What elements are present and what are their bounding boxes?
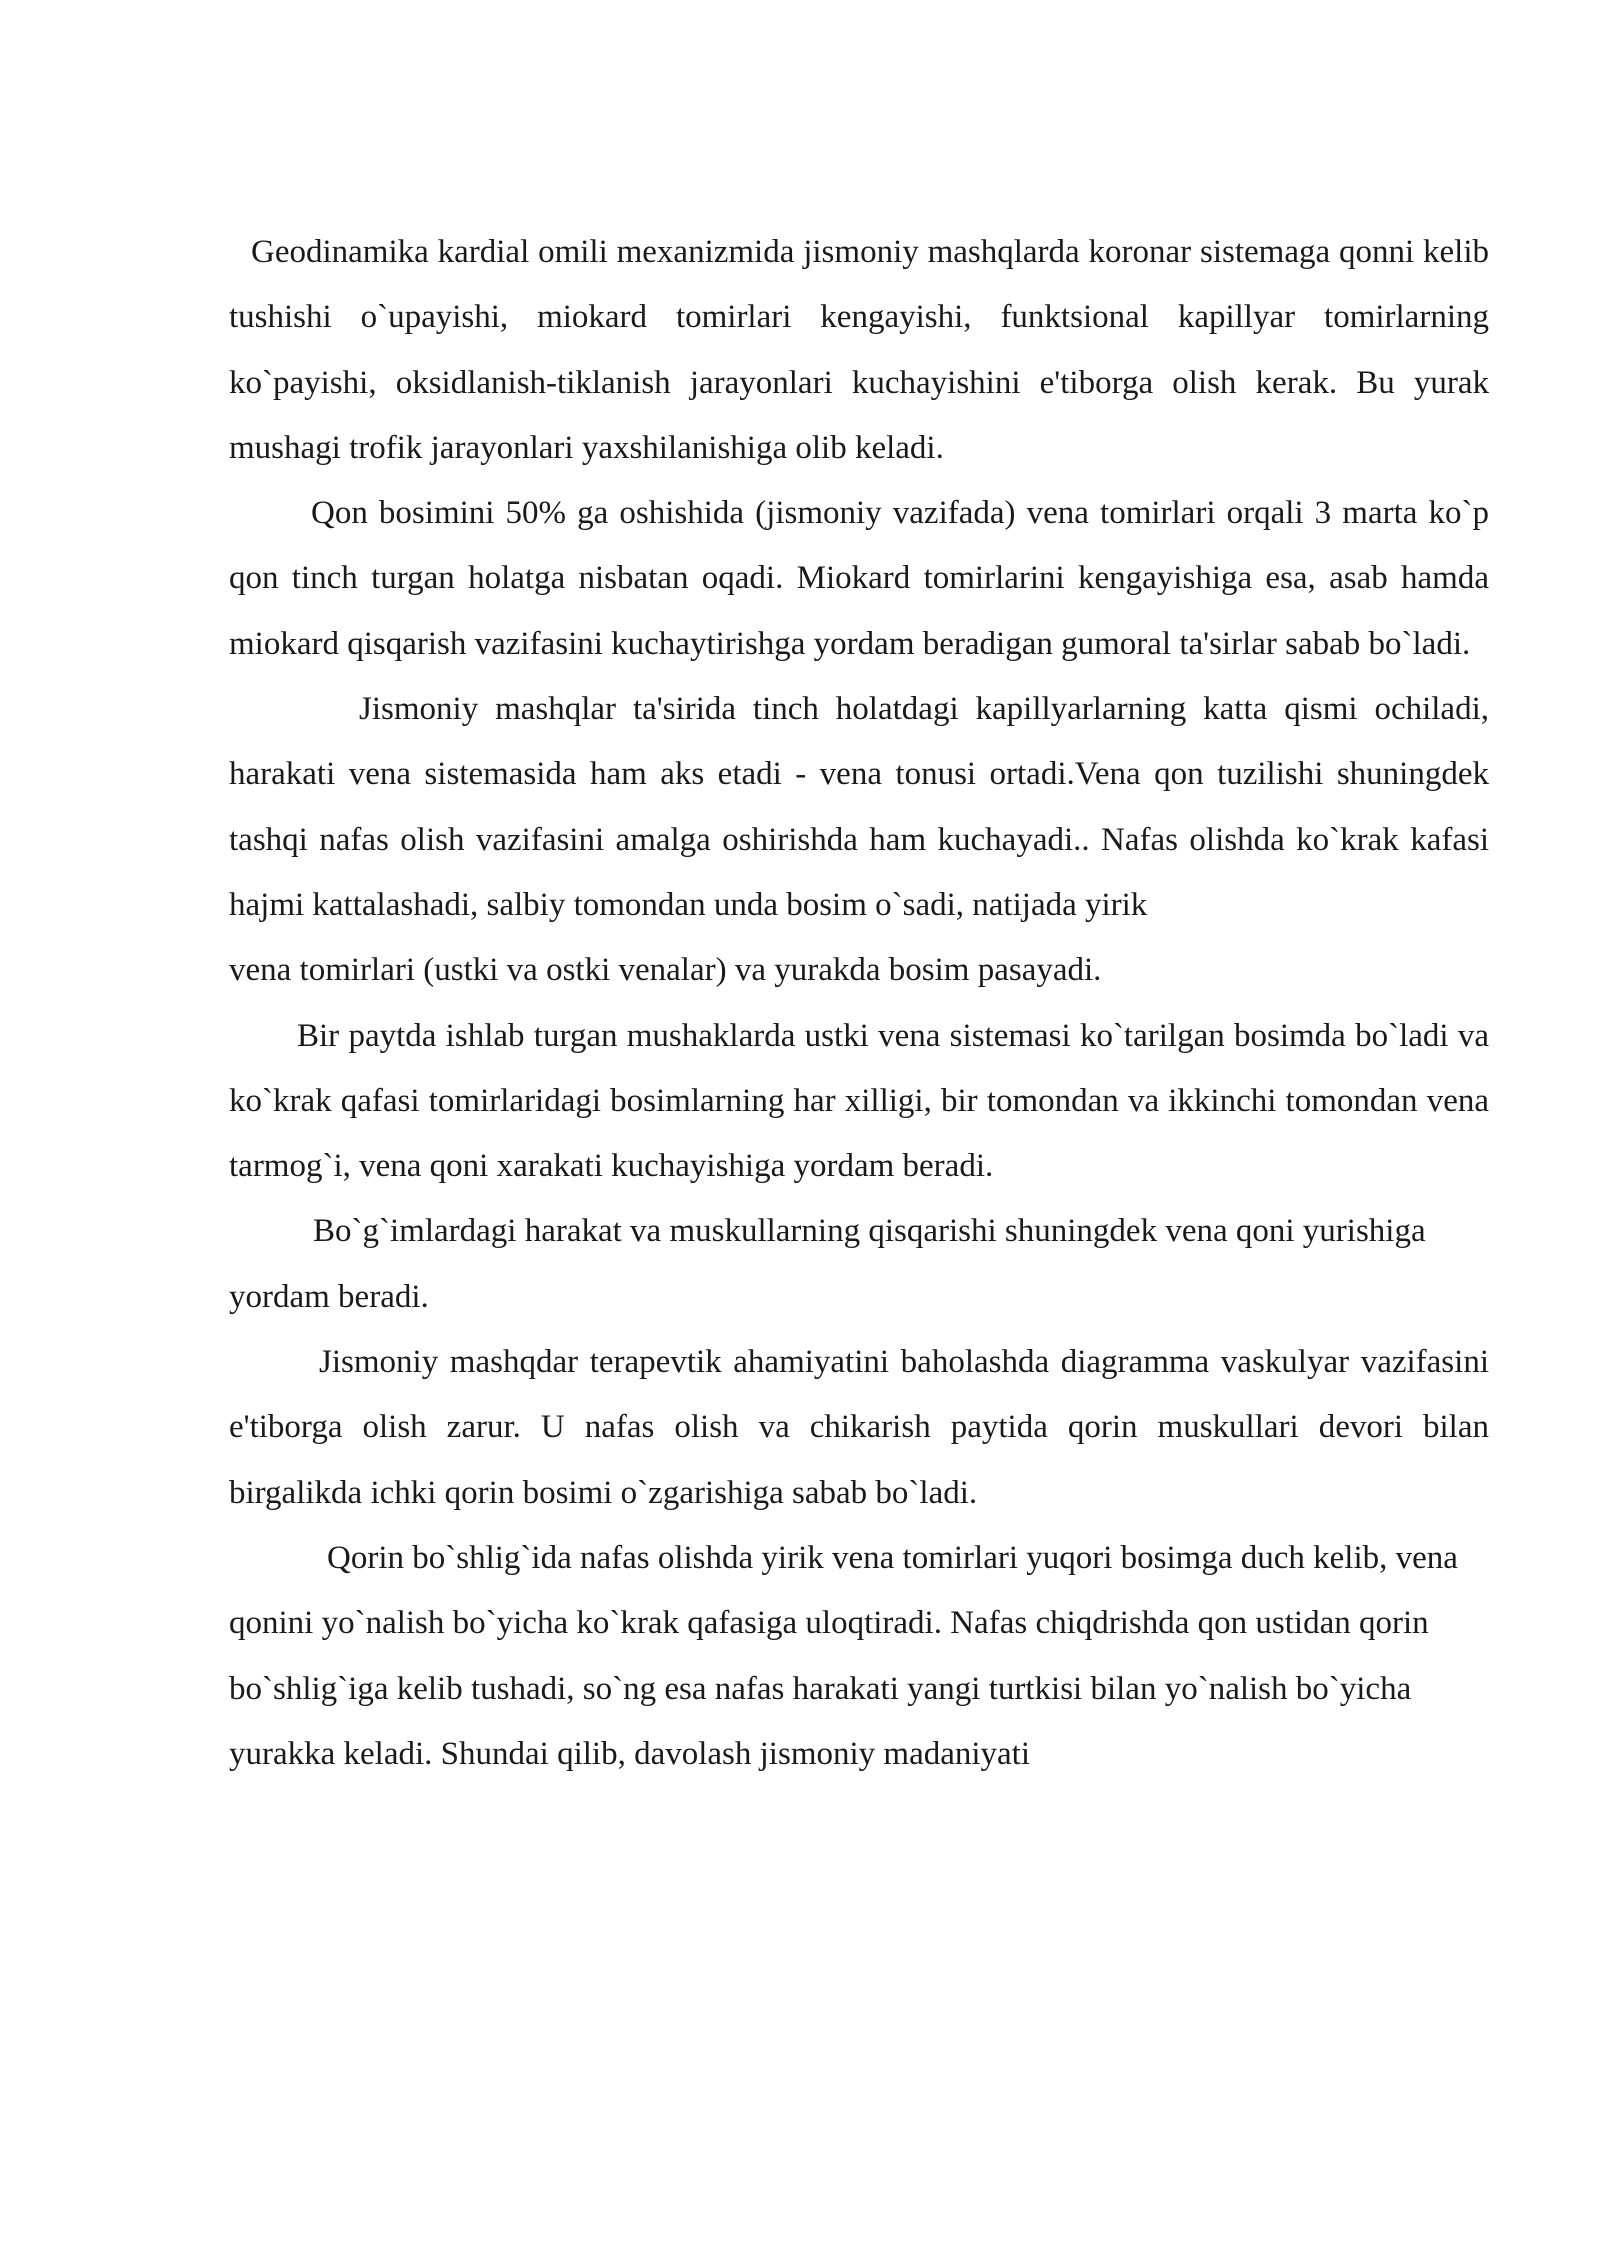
paragraph-vena-pressure-continuation: vena tomirlari (ustki va ostki venalar) va yurakda bosim pasayadi. [229, 952, 1102, 989]
paragraph-capillaries: Jismoniy mashqlar ta'sirida tinch holatdagi kapillyarlarning katta qismi ochiladi, harakati vena sistemasida ham aks etadi - vena tonusi ortadi.Vena qon tuzilishi shuningdek tashqi nafas olish vazifasini amalga oshirishda ham kuchayadi.. Nafas olishda ko`krak kafasi hajmi kattalashadi, salbiy tomondan unda bosim o`sadi, natijada yirik [229, 691, 1489, 923]
paragraph-coronary-system: Geodinamika kardial omili mexanizmida jismoniy mashqlarda koronar sistemaga qonni kelib tushishi o`upayishi, miokard tomirlari kengayishi, funktsional kapillyar tomirlarning ko`payishi, oksidlanish-tiklanish jarayonlari kuchayishini e'tiborga olish kerak. Bu yurak mushagi trofik jarayonlari yaxshilanishiga olib keladi. [229, 234, 1489, 466]
paragraph-blood-pressure: Qon bosimini 50% ga oshishida (jismoniy vazifada) vena tomirlari orqali 3 marta ko`p qon tinch turgan holatga nisbatan oqadi. Miokard tomirlarini kengayishiga esa, asab hamda miokard qisqarish vazifasini kuchaytirishga yordam beradigan gumoral ta'sirlar sabab bo`ladi. [229, 495, 1489, 662]
paragraph-joint-movement-continuation: yordam beradi. [229, 1278, 429, 1315]
paragraph-joint-movement: Bo`g`imlardagi harakat va muskullarning qisqarishi shuningdek vena qoni yurishiga [313, 1213, 1426, 1250]
paragraph-working-muscles: Bir paytda ishlab turgan mushaklarda ustki vena sistemasi ko`tarilgan bosimda bo`ladi va ko`krak qafasi tomirlaridagi bosimlarning har xilligi, bir tomondan va ikkinchi tomondan vena tarmog`i, vena qoni xarakati kuchayishiga yordam beradi. [229, 1017, 1489, 1185]
paragraph-diaphragm-function: Jismoniy mashqdar terapevtik ahamiyatini baholashda diagramma vaskulyar vazifasini e'tiborga olish zarur. U nafas olish va chikarish paytida qorin muskullari devori bilan birgalikda ichki qorin bosimi o`zgarishiga sabab bo`ladi. [229, 1344, 1489, 1511]
paragraph-abdominal-cavity: Qorin bo`shlig`ida nafas olishda yirik vena tomirlari yuqori bosimga duch kelib, vena qonini yo`nalish bo`yicha ko`krak qafasiga uloqtiradi. Nafas chiqdrishda qon ustidan qorin bo`shlig`iga kelib tushadi, so`ng esa nafas harakati yangi turtkisi bilan yo`nalish bo`yicha yurakka keladi. Shundai qilib, davolash jismoniy madaniyati [229, 1539, 1458, 1772]
document-body [229, 220, 1489, 1787]
